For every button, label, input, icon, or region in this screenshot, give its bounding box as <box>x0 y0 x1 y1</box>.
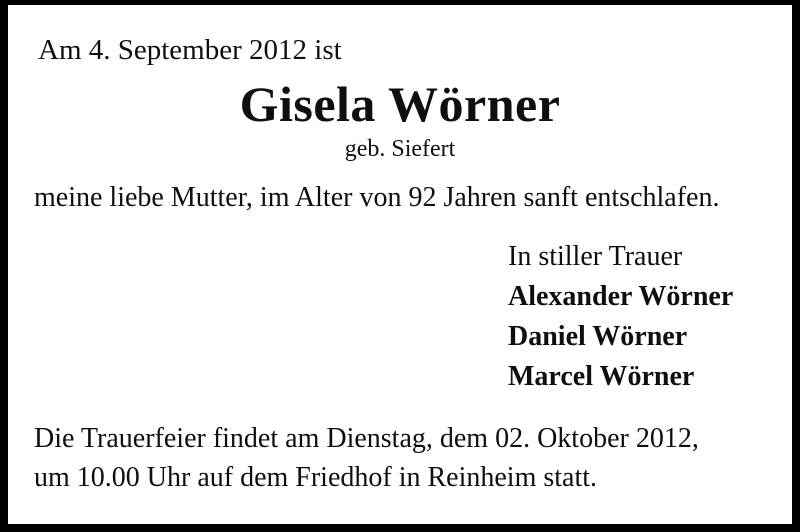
funeral-details <box>34 419 766 497</box>
announcement-line: meine liebe Mutter, im Alter von 92 Jahren sanft entschlafen. <box>34 182 720 214</box>
mourning-heading: In stiller Trauer <box>508 240 683 272</box>
mourners-block <box>508 237 766 397</box>
mourner-name: Daniel Wörner <box>508 320 688 352</box>
birth-name: geb. Siefert <box>344 136 456 163</box>
mourner-name: Alexander Wörner <box>508 280 734 312</box>
funeral-line-1: Die Trauerfeier findet am Dienstag, dem 02. Oktober 2012, <box>34 422 699 454</box>
mourner-name: Marcel Wörner <box>508 360 695 392</box>
intro-line: Am 4. September 2012 ist <box>38 34 342 66</box>
deceased-name: Gisela Wörner <box>239 75 561 132</box>
funeral-line-2: um 10.00 Uhr auf dem Friedhof in Reinheim statt. <box>34 461 598 493</box>
obituary-notice <box>8 5 792 524</box>
